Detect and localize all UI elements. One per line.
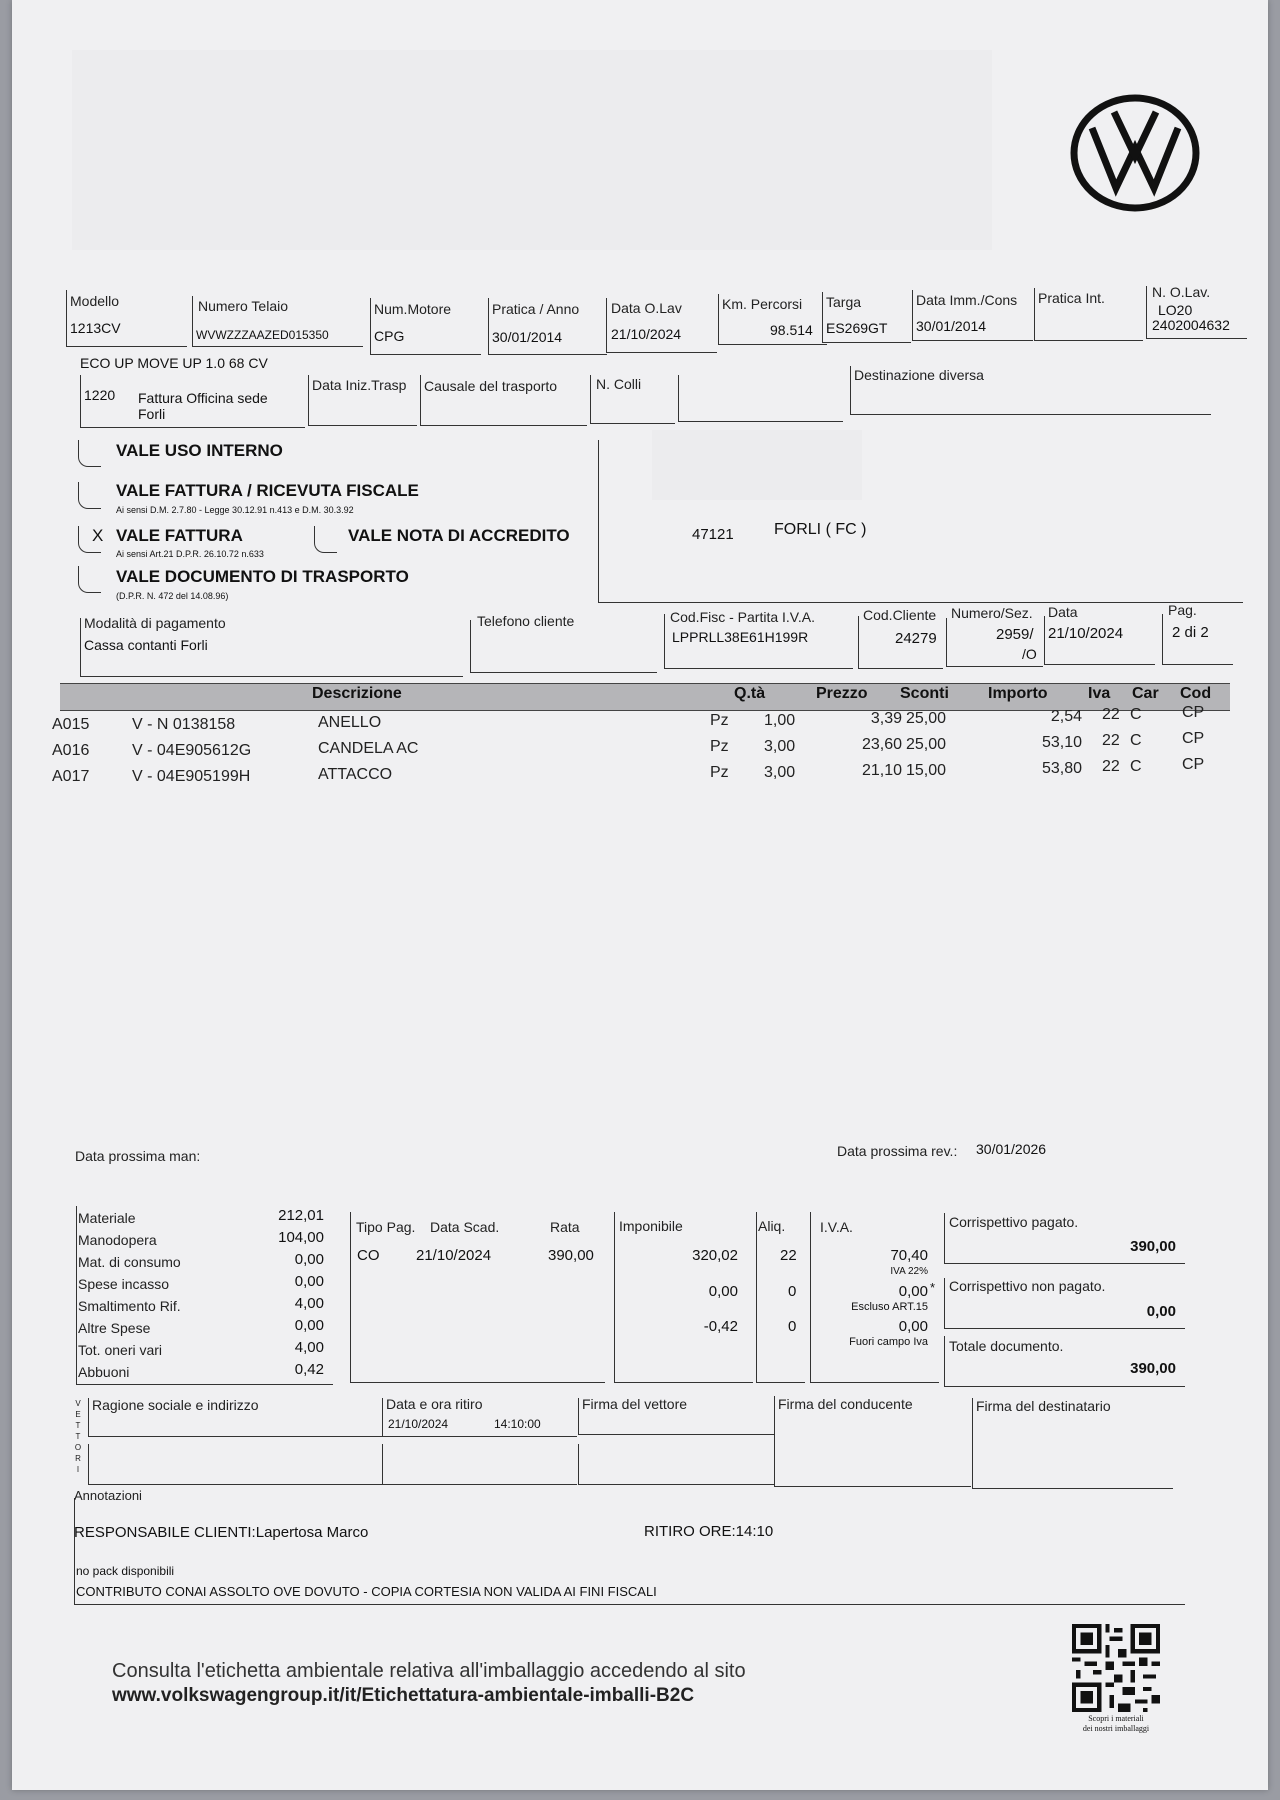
next-man-label: Data prossima man: [75, 1148, 201, 1164]
cost-value: 4,00 [294, 1295, 324, 1312]
ddt-note: (D.P.R. N. 472 del 14.08.96) [116, 591, 229, 601]
row-code: V - N 0138158 [132, 716, 236, 733]
row-prezzo: 23,60 [861, 736, 902, 753]
nota-accredito-label: VALE NOTA DI ACCREDITO [348, 526, 570, 545]
footer-link[interactable]: www.volkswagengroup.it/it/Etichettatura-ambientale-imballi-B2C [112, 1685, 695, 1706]
numsez-value2: /O [1022, 646, 1037, 662]
modalita-label: Modalità di pagamento [84, 615, 226, 631]
row-qty: 3,00 [764, 764, 796, 781]
firma-destinatario-label: Firma del destinatario [976, 1398, 1111, 1414]
km-value: 98.514 [770, 322, 813, 338]
motore-label: Num.Motore [374, 301, 452, 317]
rata-label: Rata [550, 1219, 580, 1235]
volkswagen-logo-icon [1070, 94, 1200, 212]
aliquota-value: 0 [788, 1318, 797, 1335]
row-pos: A017 [52, 768, 90, 785]
data-scad-label: Data Scad. [430, 1219, 500, 1235]
payment-terms-box [350, 1212, 605, 1383]
iva-label: I.V.A. [820, 1219, 853, 1235]
firma-conducente-label: Firma del conducente [778, 1396, 913, 1412]
ritiro-box-2 [382, 1444, 577, 1485]
codfisc-label: Cod.Fisc - Partita I.V.A. [670, 609, 815, 625]
imponibile-value: -0,42 [703, 1318, 738, 1335]
nota-accredito-checkbox[interactable] [314, 526, 337, 553]
row-qty: 1,00 [764, 712, 796, 729]
row-desc: ATTACCO [318, 766, 393, 783]
vettori-vertical-label [72, 1398, 84, 1475]
imponibile-value: 320,02 [692, 1247, 738, 1264]
row-prezzo: 3,39 [870, 710, 902, 727]
corrispettivo-pagato-value: 390,00 [1130, 1238, 1176, 1255]
aliquota-value: 0 [788, 1283, 797, 1300]
vettori-letter: O [74, 1443, 82, 1452]
destinazione-label: Destinazione diversa [854, 367, 984, 383]
transport-type-line1: Fattura Officina sede [138, 390, 268, 406]
cost-label: Spese incasso [78, 1276, 170, 1292]
data-olav-label: Data O.Lav [611, 300, 682, 316]
col-iva: Iva [1088, 685, 1111, 702]
cost-label: Tot. oneri vari [78, 1342, 163, 1358]
ddt-label: VALE DOCUMENTO DI TRASPORTO [116, 567, 409, 586]
corrispettivo-non-pagato-value: 0,00 [1146, 1303, 1176, 1320]
row-importo: 53,80 [1041, 760, 1082, 777]
row-um: Pz [710, 764, 729, 781]
cost-value: 4,00 [294, 1339, 324, 1356]
rata-value: 390,00 [548, 1247, 594, 1264]
col-descrizione: Descrizione [312, 685, 402, 702]
fattura-ricevuta-note: Ai sensi D.M. 2.7.80 - Legge 30.12.91 n.413 e D.M. 30.3.92 [116, 505, 354, 515]
aliquota-label: Aliq. [758, 1218, 786, 1234]
row-car: C [1130, 706, 1142, 723]
iva-note: Fuori campo Iva [849, 1336, 928, 1348]
targa-label: Targa [826, 294, 862, 310]
row-qty: 3,00 [764, 738, 796, 755]
row-iva: 22 [1102, 706, 1120, 723]
invoice-page [12, 0, 1268, 1790]
corrispettivo-pagato-label: Corrispettivo pagato. [949, 1214, 1079, 1230]
row-prezzo: 21,10 [861, 762, 902, 779]
modello-label: Modello [70, 293, 120, 309]
row-sconti: 25,00 [906, 710, 947, 727]
n-olav-value1: LO20 [1158, 302, 1193, 318]
telaio-label: Numero Telaio [198, 298, 289, 314]
cost-value: 104,00 [278, 1229, 324, 1246]
cost-label: Abbuoni [78, 1364, 130, 1380]
pratica-value: 30/01/2014 [492, 329, 563, 345]
col-car: Car [1132, 685, 1159, 702]
cost-value: 0,00 [294, 1251, 324, 1268]
row-sconti: 25,00 [906, 736, 947, 753]
uso-interno-checkbox[interactable] [78, 440, 101, 467]
data-iniz-label: Data Iniz.Trasp [312, 377, 407, 393]
pratica-label: Pratica / Anno [492, 301, 580, 317]
iva-mark: * [930, 1280, 936, 1295]
cost-value: 0,00 [294, 1273, 324, 1290]
customer-address-box [598, 440, 1243, 603]
data-olav-value: 21/10/2024 [611, 326, 682, 342]
data-imm-value: 30/01/2014 [916, 318, 987, 334]
data-value: 21/10/2024 [1048, 625, 1124, 642]
fattura-note: Ai sensi Art.21 D.P.R. 26.10.72 n.633 [116, 549, 264, 559]
totale-value: 390,00 [1130, 1360, 1176, 1377]
qr-caption1: Scopri i materiali [1088, 1714, 1144, 1723]
row-iva: 22 [1102, 732, 1120, 749]
ritiro-date: 21/10/2024 [388, 1417, 449, 1431]
next-rev-value: 30/01/2026 [976, 1141, 1047, 1157]
contributo-text: CONTRIBUTO CONAI ASSOLTO OVE DOVUTO - COPIA CORTESIA NON VALIDA AI FINI FISCALI [76, 1584, 657, 1599]
row-code: V - 04E905199H [132, 768, 251, 785]
customer-cap: 47121 [692, 526, 734, 543]
cost-label: Altre Spese [78, 1320, 151, 1336]
vettori-letter: V [75, 1399, 81, 1408]
totale-label: Totale documento. [949, 1338, 1064, 1354]
ritiro-label: Data e ora ritiro [386, 1396, 483, 1412]
row-cod: CP [1182, 730, 1205, 747]
col-prezzo: Prezzo [816, 685, 868, 702]
numsez-value1: 2959/ [996, 626, 1034, 643]
modello-value: 1213CV [70, 320, 121, 336]
empty-box [678, 375, 843, 422]
next-rev-label: Data prossima rev.: [837, 1143, 958, 1159]
pack-text: no pack disponibili [76, 1564, 175, 1578]
row-importo: 2,54 [1050, 708, 1082, 725]
cost-value: 0,00 [294, 1317, 324, 1334]
codcliente-value: 24279 [895, 630, 937, 647]
aliquota-value: 22 [780, 1247, 797, 1264]
vettori-letter: I [76, 1465, 80, 1474]
n-olav-label: N. O.Lav. [1152, 284, 1211, 300]
pratica-int-label: Pratica Int. [1038, 290, 1105, 306]
cost-value: 212,01 [278, 1207, 324, 1224]
col-cod: Cod [1180, 685, 1212, 702]
vettori-letter: T [75, 1421, 81, 1430]
iva-value: 0,00 [898, 1318, 928, 1335]
iva-note: Escluso ART.15 [851, 1301, 928, 1313]
ritiro-ore-text: RITIRO ORE:14:10 [644, 1523, 774, 1540]
corrispettivo-non-pagato-label: Corrispettivo non pagato. [949, 1278, 1106, 1294]
km-label: Km. Percorsi [722, 296, 803, 312]
iva-note: IVA 22% [890, 1266, 928, 1277]
row-desc: ANELLO [318, 714, 382, 731]
responsabile-text: RESPONSABILE CLIENTI:Lapertosa Marco [74, 1524, 369, 1541]
ritiro-time: 14:10:00 [494, 1417, 541, 1431]
vettori-letter: R [75, 1454, 81, 1463]
fattura-check-mark: X [92, 526, 104, 545]
redacted-header-area [72, 50, 992, 250]
imponibile-value: 0,00 [708, 1283, 738, 1300]
codcliente-label: Cod.Cliente [863, 607, 937, 623]
footer-line1: Consulta l'etichetta ambientale relativa all'imballaggio accedendo al sito [112, 1660, 746, 1682]
cost-label: Materiale [78, 1210, 136, 1226]
numsez-label: Numero/Sez. [951, 605, 1033, 621]
cost-label: Mat. di consumo [78, 1254, 181, 1270]
row-code: V - 04E905612G [132, 742, 252, 759]
row-cod: CP [1182, 704, 1205, 721]
row-importo: 53,10 [1041, 734, 1082, 751]
row-cod: CP [1182, 756, 1205, 773]
transport-type-line2: Forli [138, 406, 166, 422]
n-olav-value2: 2402004632 [1152, 317, 1230, 333]
row-pos: A015 [52, 716, 90, 733]
vettori-letter: E [75, 1410, 81, 1419]
cost-label: Smaltimento Rif. [78, 1298, 181, 1314]
col-sconti: Sconti [900, 685, 949, 702]
ragione-box-2 [88, 1444, 385, 1485]
firma-vettore-box-2 [578, 1444, 775, 1485]
aliquota-box [756, 1212, 805, 1383]
row-sconti: 15,00 [906, 762, 947, 779]
vettori-letter: T [75, 1432, 81, 1441]
ddt-checkbox[interactable] [78, 566, 101, 593]
row-desc: CANDELA AC [318, 740, 419, 757]
qr-code-icon[interactable] [1072, 1624, 1160, 1712]
n-colli-label: N. Colli [596, 376, 642, 392]
row-um: Pz [710, 712, 729, 729]
ragione-label: Ragione sociale e indirizzo [92, 1397, 259, 1413]
data-scad-value: 21/10/2024 [416, 1247, 492, 1264]
targa-value: ES269GT [826, 320, 888, 336]
col-importo: Importo [988, 685, 1048, 702]
telefono-label: Telefono cliente [477, 613, 575, 629]
row-car: C [1130, 758, 1142, 775]
iva-value: 0,00 [898, 1283, 928, 1300]
telaio-value: WVWZZZAAZED015350 [196, 328, 329, 342]
modalita-value: Cassa contanti Forli [84, 637, 208, 653]
fattura-label: VALE FATTURA [116, 526, 243, 545]
cost-label: Manodopera [78, 1232, 157, 1248]
row-iva: 22 [1102, 758, 1120, 775]
data-imm-label: Data Imm./Cons [916, 292, 1018, 308]
codfisc-value: LPPRLL38E61H199R [672, 629, 809, 645]
pag-label: Pag. [1168, 602, 1197, 618]
uso-interno-label: VALE USO INTERNO [116, 441, 283, 460]
row-um: Pz [710, 738, 729, 755]
fattura-ricevuta-checkbox[interactable] [78, 482, 101, 509]
tipo-pag-label: Tipo Pag. [356, 1219, 416, 1235]
transport-code: 1220 [84, 387, 116, 403]
iva-value: 70,40 [890, 1247, 928, 1264]
vehicle-description: ECO UP MOVE UP 1.0 68 CV [80, 355, 268, 371]
row-pos: A016 [52, 742, 90, 759]
tipo-pag-value: CO [357, 1247, 380, 1264]
cost-value: 0,42 [294, 1361, 324, 1378]
motore-value: CPG [374, 328, 405, 344]
firma-vettore-label: Firma del vettore [582, 1396, 688, 1412]
customer-city: FORLI ( FC ) [774, 521, 867, 538]
qr-caption2: dei nostri imballaggi [1082, 1724, 1150, 1733]
annotazioni-label: Annotazioni [74, 1488, 142, 1503]
col-qta: Q.tà [734, 685, 766, 702]
data-label: Data [1048, 604, 1078, 620]
row-car: C [1130, 732, 1142, 749]
causale-label: Causale del trasporto [424, 378, 558, 394]
pag-value: 2 di 2 [1172, 624, 1209, 641]
table-header-band [60, 683, 1230, 711]
fattura-ricevuta-label: VALE FATTURA / RICEVUTA FISCALE [116, 481, 419, 500]
imponibile-label: Imponibile [619, 1218, 683, 1234]
